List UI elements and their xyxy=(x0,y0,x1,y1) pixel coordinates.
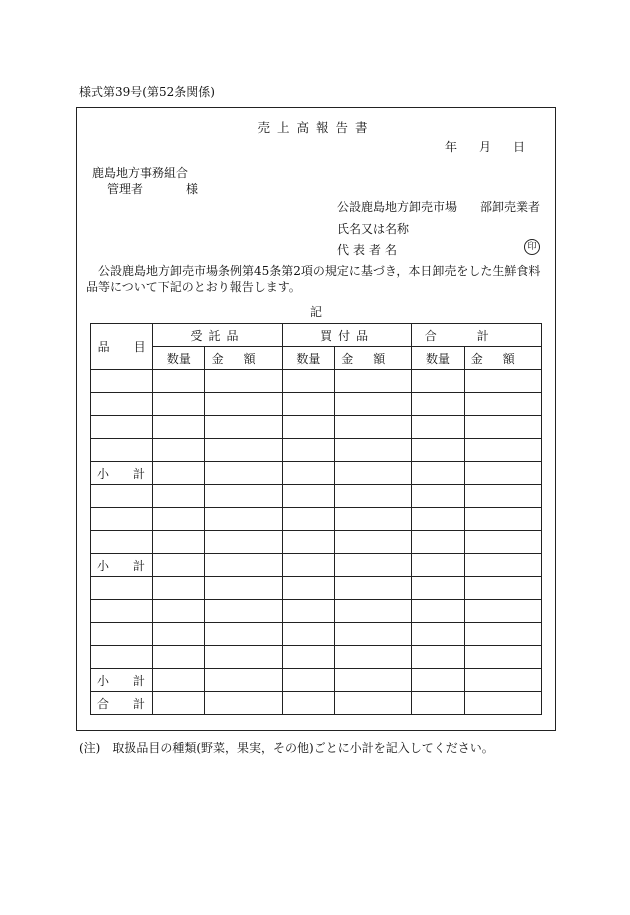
entry-cell[interactable] xyxy=(335,439,412,462)
subheader-cell: 数量 xyxy=(153,347,205,370)
entry-cell[interactable] xyxy=(464,600,541,623)
entry-cell[interactable] xyxy=(335,600,412,623)
date-line xyxy=(445,138,525,155)
entry-cell[interactable] xyxy=(464,393,541,416)
entry-cell[interactable] xyxy=(335,462,412,485)
table-row xyxy=(91,531,542,554)
entry-cell[interactable] xyxy=(205,393,282,416)
item-header: 品目 xyxy=(91,324,153,370)
table-row xyxy=(91,462,542,485)
entry-cell[interactable] xyxy=(412,623,464,646)
applicant-market: 公設鹿島地方卸売市場 xyxy=(337,200,458,214)
entry-cell[interactable] xyxy=(205,370,282,393)
row-label-cell[interactable] xyxy=(91,669,153,692)
entry-cell[interactable] xyxy=(412,508,464,531)
entry-cell[interactable] xyxy=(282,439,334,462)
entry-cell[interactable] xyxy=(335,669,412,692)
entry-cell[interactable] xyxy=(464,623,541,646)
entry-cell[interactable] xyxy=(464,646,541,669)
entry-cell[interactable] xyxy=(335,623,412,646)
row-label-cell[interactable] xyxy=(91,393,153,416)
entry-cell[interactable] xyxy=(412,439,464,462)
row-label: 合計 xyxy=(97,696,145,711)
row-label-cell[interactable] xyxy=(91,439,153,462)
entry-cell[interactable] xyxy=(153,508,205,531)
entry-cell[interactable] xyxy=(205,416,282,439)
entry-cell[interactable] xyxy=(282,577,334,600)
group-header-consigned: 受託品 xyxy=(153,324,283,347)
entry-cell[interactable] xyxy=(464,692,541,715)
entry-cell[interactable] xyxy=(153,462,205,485)
entry-cell[interactable] xyxy=(205,439,282,462)
entry-cell[interactable] xyxy=(412,577,464,600)
table-row xyxy=(91,393,542,416)
entry-cell[interactable] xyxy=(464,554,541,577)
table-row xyxy=(91,416,542,439)
applicant-business-type: 部卸売業者 xyxy=(480,200,541,214)
entry-cell[interactable] xyxy=(153,577,205,600)
entry-cell[interactable] xyxy=(335,577,412,600)
form-number: 様式第39号(第52条関係) xyxy=(79,85,215,99)
report-form-frame xyxy=(76,107,556,731)
entry-cell[interactable] xyxy=(282,485,334,508)
entry-cell[interactable] xyxy=(153,554,205,577)
entry-cell[interactable] xyxy=(335,531,412,554)
entry-cell[interactable] xyxy=(335,646,412,669)
row-label-cell[interactable] xyxy=(91,646,153,669)
table-row xyxy=(91,692,542,715)
entry-cell[interactable] xyxy=(282,416,334,439)
entry-cell[interactable] xyxy=(282,554,334,577)
entry-cell[interactable] xyxy=(153,646,205,669)
addressee-organization: 鹿島地方事務組合 xyxy=(92,166,189,180)
entry-cell[interactable] xyxy=(412,531,464,554)
group-header-total: 合計 xyxy=(412,324,542,347)
entry-cell[interactable] xyxy=(412,370,464,393)
entry-cell[interactable] xyxy=(335,370,412,393)
table-row xyxy=(91,554,542,577)
entry-cell[interactable] xyxy=(153,370,205,393)
entry-cell[interactable] xyxy=(205,531,282,554)
entry-cell[interactable] xyxy=(335,554,412,577)
entry-cell[interactable] xyxy=(282,531,334,554)
table-body xyxy=(91,370,542,715)
entry-cell[interactable] xyxy=(205,485,282,508)
entry-cell[interactable] xyxy=(412,600,464,623)
entry-cell[interactable] xyxy=(153,623,205,646)
row-label: 小計 xyxy=(97,466,145,481)
entry-cell[interactable] xyxy=(282,370,334,393)
entry-cell[interactable] xyxy=(205,646,282,669)
entry-cell[interactable] xyxy=(282,623,334,646)
entry-cell[interactable] xyxy=(464,462,541,485)
entry-cell[interactable] xyxy=(205,554,282,577)
entry-cell[interactable] xyxy=(153,485,205,508)
entry-cell[interactable] xyxy=(335,393,412,416)
subheader-cell: 金額 xyxy=(464,347,541,370)
row-label-cell[interactable] xyxy=(91,623,153,646)
entry-cell[interactable] xyxy=(205,669,282,692)
entry-cell[interactable] xyxy=(412,669,464,692)
applicant-representative-label: 代表者名 xyxy=(337,243,402,257)
row-label-cell[interactable] xyxy=(91,600,153,623)
seal-mark: 印 xyxy=(524,239,540,255)
entry-cell[interactable] xyxy=(412,692,464,715)
entry-cell[interactable] xyxy=(464,370,541,393)
entry-cell[interactable] xyxy=(282,646,334,669)
table-row xyxy=(91,485,542,508)
table-row xyxy=(91,646,542,669)
entry-cell[interactable] xyxy=(153,439,205,462)
entry-cell[interactable] xyxy=(205,462,282,485)
table-row xyxy=(91,577,542,600)
table-row xyxy=(91,623,542,646)
entry-cell[interactable] xyxy=(464,508,541,531)
entry-cell[interactable] xyxy=(464,439,541,462)
body-text: 公設鹿島地方卸売市場条例第45条第2項の規定に基づき，本日卸売をした生鮮食料品等について下記のとおり報告します。 xyxy=(86,264,541,294)
footnote: (注) 取扱品目の種類(野菜，果実，その他)ごとに小計を記入してください。 xyxy=(79,741,494,755)
entry-cell[interactable] xyxy=(464,669,541,692)
form-title: 売上高報告書 xyxy=(257,120,375,135)
subheader-cell: 金額 xyxy=(205,347,282,370)
entry-cell[interactable] xyxy=(153,393,205,416)
entry-cell[interactable] xyxy=(282,508,334,531)
entry-cell[interactable] xyxy=(153,669,205,692)
row-label-cell[interactable] xyxy=(91,554,153,577)
table-row xyxy=(91,669,542,692)
subheader-cell: 金額 xyxy=(335,347,412,370)
entry-cell[interactable] xyxy=(205,508,282,531)
entry-cell[interactable] xyxy=(412,485,464,508)
entry-cell[interactable] xyxy=(205,692,282,715)
entry-cell[interactable] xyxy=(282,462,334,485)
row-label: 小計 xyxy=(97,673,145,688)
entry-cell[interactable] xyxy=(153,692,205,715)
entry-cell[interactable] xyxy=(205,577,282,600)
entry-cell[interactable] xyxy=(335,508,412,531)
row-label-cell[interactable] xyxy=(91,508,153,531)
row-label-cell[interactable] xyxy=(91,462,153,485)
addressee-title: 管理者 xyxy=(107,182,144,196)
subheader-cell: 数量 xyxy=(282,347,334,370)
entry-cell[interactable] xyxy=(153,531,205,554)
applicant-name-label: 氏名又は名称 xyxy=(337,222,410,236)
row-label-cell[interactable] xyxy=(91,416,153,439)
entry-cell[interactable] xyxy=(464,416,541,439)
entry-cell[interactable] xyxy=(412,393,464,416)
entry-cell[interactable] xyxy=(205,623,282,646)
entry-cell[interactable] xyxy=(464,531,541,554)
entry-cell[interactable] xyxy=(412,416,464,439)
entry-cell[interactable] xyxy=(335,485,412,508)
table-row xyxy=(91,439,542,462)
entry-cell[interactable] xyxy=(282,600,334,623)
date-day-label: 日 xyxy=(512,140,525,154)
addressee-honorific: 様 xyxy=(186,182,199,196)
ki-heading: 記 xyxy=(309,305,322,319)
entry-cell[interactable] xyxy=(464,577,541,600)
entry-cell[interactable] xyxy=(412,462,464,485)
subheader-cell: 数量 xyxy=(412,347,464,370)
entry-cell[interactable] xyxy=(153,600,205,623)
row-label-cell[interactable] xyxy=(91,485,153,508)
entry-cell[interactable] xyxy=(205,600,282,623)
table-row xyxy=(91,600,542,623)
entry-cell[interactable] xyxy=(335,692,412,715)
entry-cell[interactable] xyxy=(153,416,205,439)
entry-cell[interactable] xyxy=(412,554,464,577)
row-label-cell[interactable] xyxy=(91,531,153,554)
table-row xyxy=(91,370,542,393)
row-label: 小計 xyxy=(97,558,145,573)
group-header-purchased: 買付品 xyxy=(282,324,412,347)
entry-cell[interactable] xyxy=(335,416,412,439)
entry-cell[interactable] xyxy=(464,485,541,508)
entry-cell[interactable] xyxy=(282,692,334,715)
entry-cell[interactable] xyxy=(282,393,334,416)
table-row xyxy=(91,508,542,531)
row-label-cell[interactable] xyxy=(91,692,153,715)
row-label-cell[interactable] xyxy=(91,577,153,600)
date-month-label: 月 xyxy=(478,140,491,154)
subheader-row xyxy=(91,347,542,370)
row-label-cell[interactable] xyxy=(91,370,153,393)
entry-cell[interactable] xyxy=(282,669,334,692)
sales-table xyxy=(90,323,542,715)
date-year-label: 年 xyxy=(444,140,457,154)
entry-cell[interactable] xyxy=(412,646,464,669)
